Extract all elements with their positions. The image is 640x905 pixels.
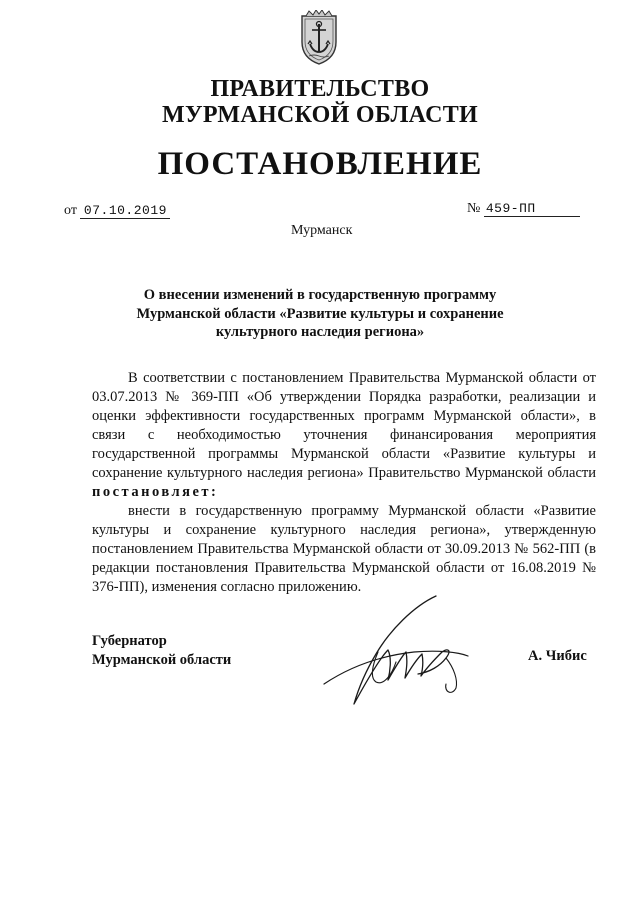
preamble-text: В соответствии с постановлением Правительства Мурманской области от 03.07.2013 № 369-ПП «Об утверждении Порядка разработки, реализации и оценки эффективности государственных программ Мурманской области», в связи с необходимостью уточнения финансирования мероприятия государственной программы Мурманской области «Развитие культуры и сохранение культурного наследия региона» Правительство Мурманской области <box>92 370 596 481</box>
number-row <box>467 201 580 217</box>
signatory-title-line1: Губернатор <box>92 633 167 649</box>
subject-line: Мурманской области «Развитие культуры и сохранение <box>136 305 504 322</box>
organization-name-line1: ПРАВИТЕЛЬСТВО <box>210 76 430 102</box>
signatory-title-line2: Мурманской области <box>92 652 232 668</box>
number-prefix: № <box>467 201 481 216</box>
date-prefix: от <box>64 203 77 218</box>
document-subject <box>120 286 520 342</box>
number-value: 459-ПП <box>484 201 580 217</box>
date-value: 07.10.2019 <box>80 203 170 219</box>
coat-of-arms-icon <box>296 10 342 66</box>
document-body <box>92 369 596 597</box>
signatory-name: А. Чибис <box>528 648 587 664</box>
signatory-title <box>92 632 231 670</box>
date-row <box>64 203 170 219</box>
body-paragraph <box>92 369 596 502</box>
subject-line: культурного наследия региона» <box>215 324 425 340</box>
handwritten-signature-icon <box>318 592 478 717</box>
document-type: ПОСТАНОВЛЕНИЕ <box>157 146 483 182</box>
body-paragraph: внести в государственную программу Мурманской области «Развитие культуры и сохранение культурного наследия региона», утвержденную постановлением Правительства Мурманской области от 30.09.2013 № 562-ПП (в редакции постановления Правительства Мурманской области от 16.08.2019 № 376-ПП), изменения согласно приложению. <box>92 503 596 595</box>
subject-line: О внесении изменений в государственную программу <box>143 287 497 303</box>
organization-name-line2: МУРМАНСКОЙ ОБЛАСТИ <box>162 102 478 128</box>
city: Мурманск <box>291 223 353 238</box>
decree-word: постановляет: <box>92 484 219 500</box>
